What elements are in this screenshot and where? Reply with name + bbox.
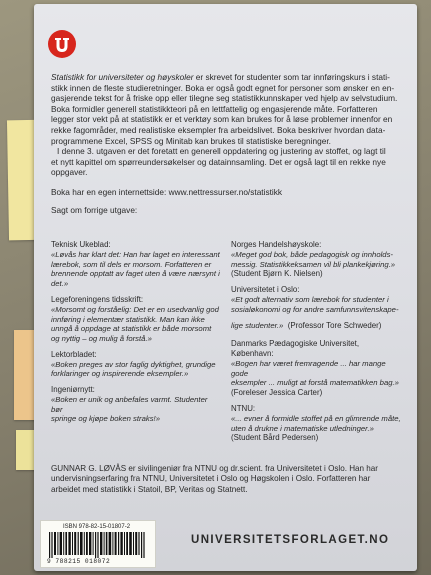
review-source: Norges Handelshøyskole: xyxy=(231,240,322,249)
review-quote-line: forklaringer og inspirerende eksempler.» xyxy=(51,369,189,379)
intro-line: rekke fagområder, med realistiske eksempler fra arbeidslivet. Boka beskriver hvordan data- xyxy=(51,124,386,135)
review-attribution: (Student Bård Pedersen) xyxy=(231,433,319,443)
publisher-logo-icon xyxy=(48,30,76,58)
author-bio xyxy=(51,464,401,495)
review-quote-line: «Boken preges av stor faglig dyktighet, grundige xyxy=(51,359,216,369)
author-bio-line: undervisningserfaring fra NTNU, Universitetet i Oslo og Høgskolen i Oslo. Forfatteren har xyxy=(51,474,371,484)
review xyxy=(231,240,403,279)
review-quote-line: brennende opptatt av faget uten å være nærsynt i xyxy=(51,269,220,279)
edition-line: oppgaver. xyxy=(51,167,88,178)
review-quote-line: unngå å oppdage at statistikk er både morsomt xyxy=(51,324,212,334)
review xyxy=(231,339,403,398)
review-quote-line: «Morsomt og forståelig: Det er en usedvanlig god xyxy=(51,304,219,314)
review-quote-line: «... evner å formidle stoffet på en glimrende måte, xyxy=(231,413,401,423)
review xyxy=(51,350,221,379)
previous-edition-heading: Sagt om forrige utgave: xyxy=(51,204,138,215)
review-source: Teknisk Ukeblad: xyxy=(51,240,111,249)
intro-line: gasjerende tekst for å friske opp eller tilegne seg statistikkunnskaper ved hjelp av selvstudium. xyxy=(51,93,398,104)
barcode-number: 9 788215 018072 xyxy=(47,558,111,565)
review xyxy=(231,285,403,332)
review-quote-line: innføring i elementær statistikk. Man kan ikke xyxy=(51,314,205,324)
review-quote-line: eksempler ... muligt at forstå matematikken bag.» xyxy=(231,378,399,388)
book-title: Statistikk for universiteter og høyskoler xyxy=(51,72,194,82)
review-quote-line: og nyttig – og mulig å forstå.» xyxy=(51,333,152,343)
review-quote-line: «Bogen har været fremragende ... har mange gode xyxy=(231,358,386,378)
review-source: Universitetet i Oslo: xyxy=(231,285,300,295)
barcode-icon xyxy=(49,532,147,558)
review-source: Danmarks Pædagogiske Universitet, København: xyxy=(231,338,360,358)
review-quote-line: sosialøkonomi og for andre samfunnsvitenskape- xyxy=(231,305,399,315)
author-bio-line: arbeidet med statistikk i Statoil, BP, Veritas og Statnett. xyxy=(51,484,248,494)
review-quote-line: lige studenter.» xyxy=(231,320,284,330)
review-quote-line: det.» xyxy=(51,279,69,289)
review-quote-line: messig. Statistikkeksamen vil bli plankekjøring.» xyxy=(231,259,396,269)
edition-line: I denne 3. utgaven er det foretatt en generell oppdatering og justering av stoffet, og lagt til xyxy=(57,146,386,157)
review-source: Legeforeningens tidsskrift: xyxy=(51,294,144,304)
review xyxy=(51,385,221,424)
review xyxy=(51,295,221,344)
description xyxy=(51,72,401,215)
review-quote-line: lærebok, som til dels er morsom. Forfatteren er xyxy=(51,259,212,269)
review-source: Lektorbladet: xyxy=(51,349,97,359)
book-back-cover xyxy=(34,4,417,571)
review-quote-line: «Boken er unik og anbefales varmt. Studenter bør xyxy=(51,395,208,414)
review-quote-line: «Et godt alternativ som lærebok for studenter i xyxy=(231,295,389,305)
barcode-label xyxy=(40,520,156,568)
edition-line: et nytt kapittel om spørreundersøkelser og datainnsamling. Det er også lagt til en rekke nye xyxy=(51,156,386,167)
intro-line: Statistikk for universiteter og høyskoler er skrevet for studenter som tar innføringskurs i stati- xyxy=(51,72,390,82)
website-line: Boka har en egen internettside: www.nettressurser.no/statistikk xyxy=(51,186,283,197)
intro-line: legger stor vekt på at statistikk er et verktøy som kan brukes for å løse problemer innenfor en xyxy=(51,114,393,125)
review-quote-line: «Løvås har klart det: Han har laget en interessant xyxy=(51,250,220,259)
review-quote-line: springe og kjøpe boken straks!» xyxy=(51,414,160,424)
review-attribution: (Professor Tore Schweder) xyxy=(287,320,382,330)
reviews-right-column xyxy=(231,240,403,449)
author-bio-line: GUNNAR G. LØVÅS er sivilingeniør fra NTNU og dr.scient. fra Universitetet i Oslo. Han har xyxy=(51,464,378,473)
intro-line: programmene Excel, SPSS og Minitab kan brukes til statistiske beregninger. xyxy=(51,135,331,146)
review-source: NTNU: xyxy=(231,403,256,413)
review xyxy=(51,240,221,289)
review-attribution: (Student Bjørn K. Nielsen) xyxy=(231,269,323,279)
review-quote-line: uten å drukne i matematiske utledninger.» xyxy=(231,423,374,433)
review-source: Ingeniørnytt: xyxy=(51,385,95,395)
review xyxy=(231,404,403,443)
publisher-website: UNIVERSITETSFORLAGET.NO xyxy=(191,534,390,546)
intro-line: stikk innen de fleste studieretninger. Boka er også godt egnet for personer som ønsker en en- xyxy=(51,82,395,93)
reviews-left-column xyxy=(51,240,221,430)
review-quote-line: «Meget god bok, både pedagogisk og innholds- xyxy=(231,250,393,259)
review-attribution: (Foreleser Jessica Carter) xyxy=(231,387,323,397)
isbn: ISBN 978-82-15-01807-2 xyxy=(63,524,131,530)
intro-line: Boka formidler generell statistikkteori på en lettfattelig og engasjerende måte. Forfatteren xyxy=(51,103,378,114)
